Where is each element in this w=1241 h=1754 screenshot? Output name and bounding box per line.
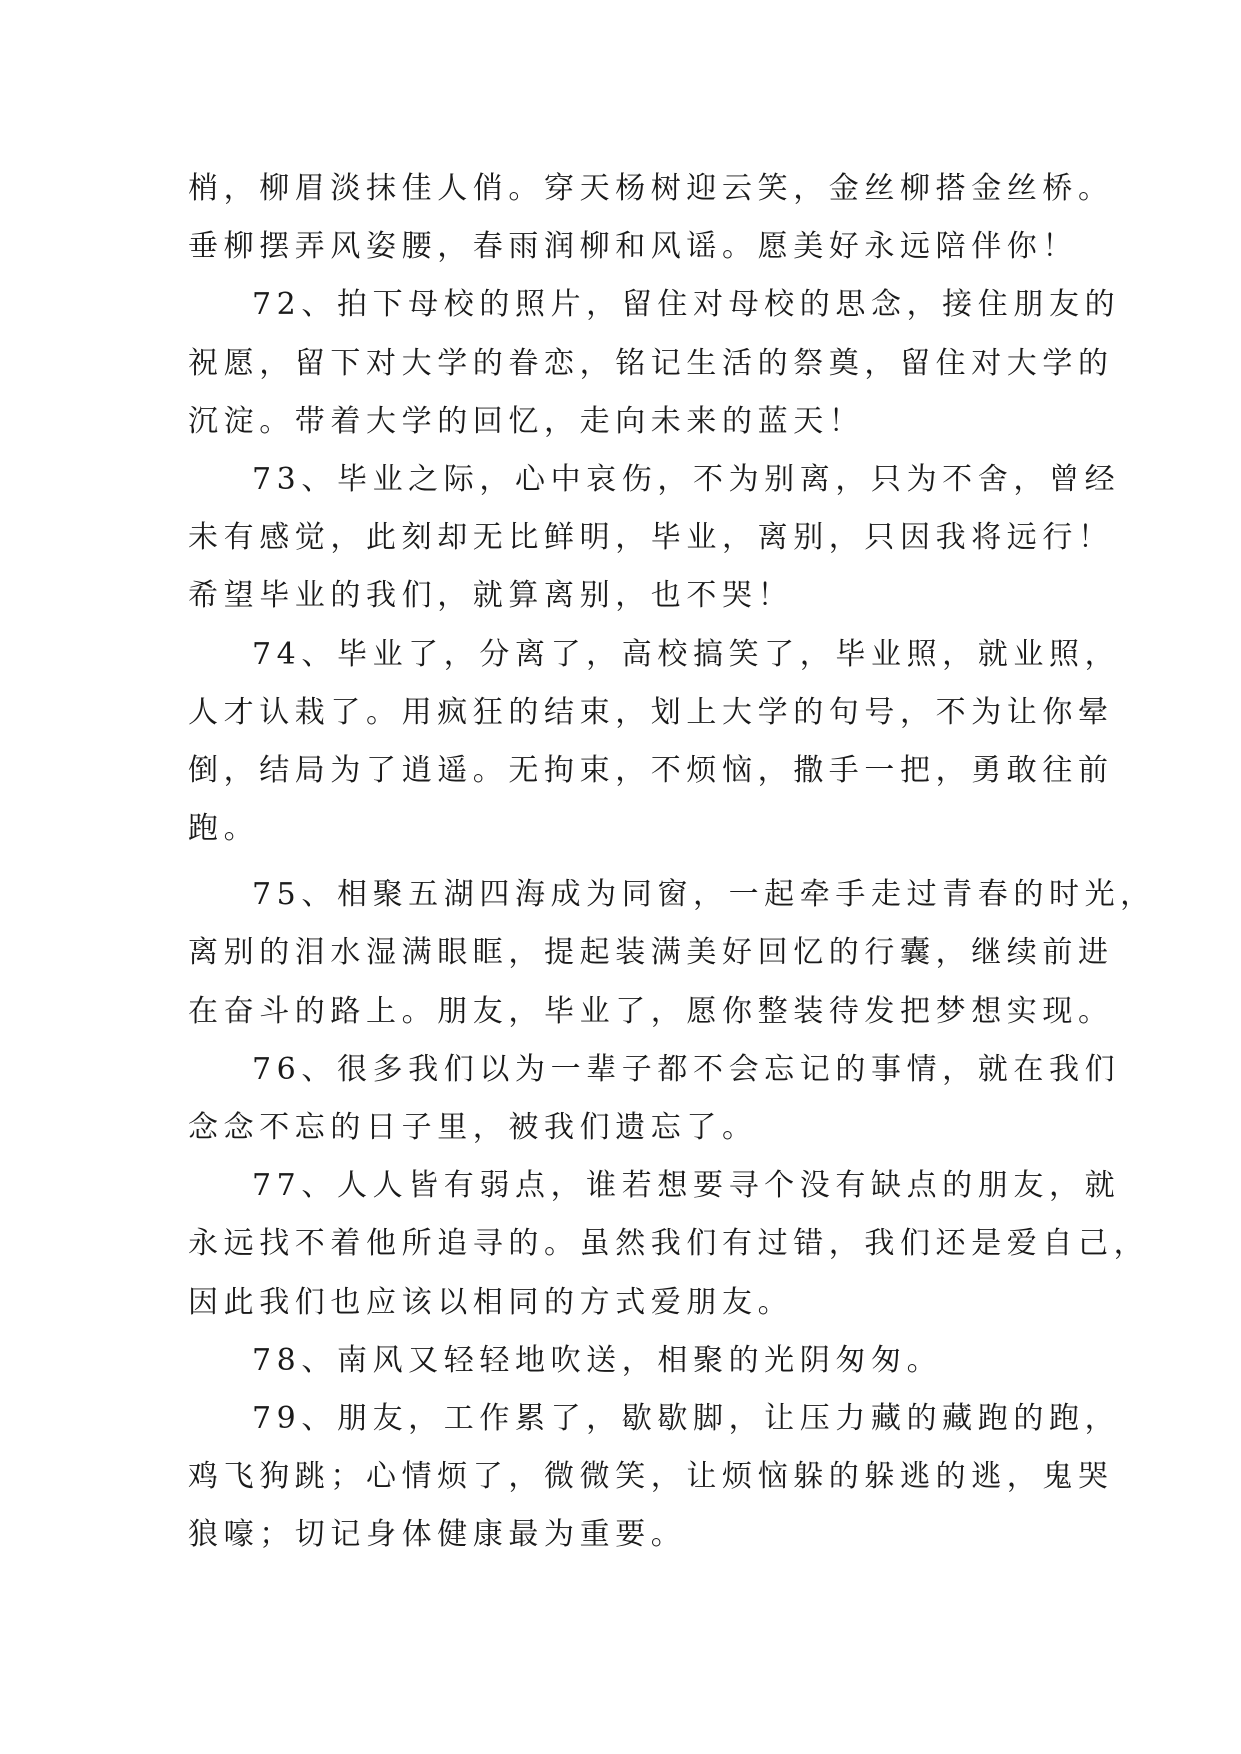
text-line: 72、拍下母校的照片，留住对母校的思念，接住朋友的	[252, 287, 1121, 323]
text-line: 77、人人皆有弱点，谁若想要寻个没有缺点的朋友，就	[252, 1168, 1121, 1204]
text-line: 沉淀。带着大学的回忆，走向未来的蓝天！	[188, 403, 865, 439]
text-line: 鸡飞狗跳；心情烦了，微微笑，让烦恼躲的躲逃的逃，鬼哭	[188, 1459, 1114, 1495]
text-line: 78、南风又轻轻地吹送，相聚的光阴匆匆。	[252, 1342, 943, 1378]
text-line: 73、毕业之际，心中哀伤，不为别离，只为不舍，曾经	[252, 461, 1121, 497]
text-line: 离别的泪水湿满眼眶，提起装满美好回忆的行囊，继续前进	[188, 935, 1114, 971]
text-line: 倒，结局为了逍遥。无拘束，不烦恼，撒手一把，勇敢往前	[188, 752, 1114, 788]
text-line: 希望毕业的我们，就算离别，也不哭！	[188, 578, 794, 614]
paragraph-77	[188, 1157, 1150, 1332]
paragraph-73	[188, 451, 1121, 626]
text-line: 75、相聚五湖四海成为同窗，一起牵手走过青春的时光，	[252, 877, 1156, 913]
paragraph-72	[188, 276, 1121, 451]
text-line: 因此我们也应该以相同的方式爱朋友。	[188, 1284, 794, 1320]
paragraph-75	[188, 866, 1156, 1041]
paragraph-71-continuation	[188, 160, 1114, 276]
text-line: 在奋斗的路上。朋友，毕业了，愿你整装待发把梦想实现。	[188, 993, 1114, 1029]
document-page	[188, 160, 1156, 1565]
text-line: 祝愿，留下对大学的眷恋，铭记生活的祭奠，留住对大学的	[188, 345, 1114, 381]
text-line: 76、很多我们以为一辈子都不会忘记的事情，就在我们	[252, 1051, 1121, 1087]
paragraph-74	[188, 626, 1121, 859]
text-line: 未有感觉，此刻却无比鲜明，毕业，离别，只因我将远行！	[188, 520, 1114, 556]
paragraph-spacer	[188, 858, 1068, 866]
text-line: 狼嚎；切记身体健康最为重要。	[188, 1517, 687, 1553]
text-line: 人才认栽了。用疯狂的结束，划上大学的句号，不为让你晕	[188, 694, 1114, 730]
text-line: 跑。	[188, 811, 260, 847]
text-line: 梢，柳眉淡抹佳人俏。穿天杨树迎云笑，金丝柳搭金丝桥。	[188, 171, 1114, 206]
paragraph-78	[188, 1332, 1068, 1390]
text-line: 垂柳摆弄风姿腰，春雨润柳和风谣。愿美好永远陪伴你！	[188, 229, 1078, 265]
text-line: 74、毕业了，分离了，高校搞笑了，毕业照，就业照，	[252, 636, 1121, 672]
text-line: 79、朋友，工作累了，歇歇脚，让压力藏的藏跑的跑，	[252, 1400, 1121, 1436]
text-line: 念念不忘的日子里，被我们遗忘了。	[188, 1110, 758, 1145]
paragraph-76	[188, 1041, 1121, 1157]
text-line: 永远找不着他所追寻的。虽然我们有过错，我们还是爱自己，	[188, 1226, 1150, 1262]
paragraph-79	[188, 1390, 1121, 1565]
